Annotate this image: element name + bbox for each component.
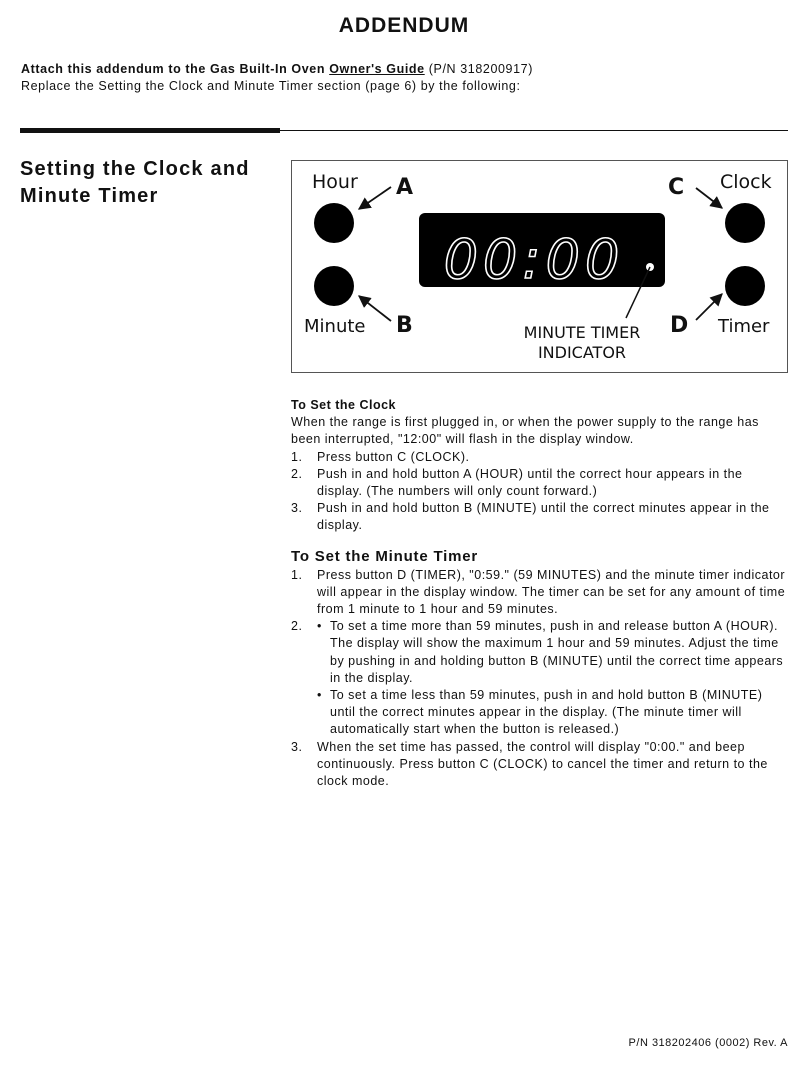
section-rule-thin [280,130,788,131]
step-text: Press button D (TIMER), "0:59." (59 MINUTES) and the minute timer indicator will appear in the display window. The timer can be set for any amount of time from 1 minute to 1 hour and 59 minutes. [317,567,786,617]
bullet-item [317,687,791,739]
attach-prefix: Attach this addendum to the Gas Built-In Oven [21,62,330,76]
step-number: 2. [291,619,303,634]
owners-guide-reference: Owner's Guide [329,62,425,76]
step-number: 1. [291,449,303,464]
bullet-item [317,618,791,687]
timer-button-d[interactable] [725,266,765,306]
set-clock-intro: When the range is first plugged in, or when the power supply to the range has been interrupted, "12:00" will flash in the display window. [291,415,759,447]
letter-c-label: C [668,175,685,200]
section-rule-thick [20,128,280,133]
bullet-text: To set a time more than 59 minutes, push in and release button A (HOUR). The display will show the maximum 1 hour and 59 minutes. Adjust the time by pushing in and holding button B (MINUTE) until the correct time appears in the display. [330,619,784,685]
arrow-a-icon [359,187,391,209]
instructions-body [291,397,791,790]
bullet-icon: • [317,619,322,634]
letter-b-label: B [396,313,413,338]
indicator-label-line2: INDICATOR [537,343,627,362]
hour-label: Hour [312,171,358,193]
display-digits: 00:00 [443,228,625,291]
set-clock-heading: To Set the Clock [291,398,397,412]
step-text: When the set time has passed, the control will display "0:00." and beep continuously. Press button C (CLOCK) to cancel the timer and return to the clock mode. [317,739,768,789]
section-title [20,156,250,210]
letter-d-label: D [670,313,689,338]
step-number: 3. [291,739,303,754]
bullet-text: To set a time less than 59 minutes, push in and hold button B (MINUTE) until the correct minutes appear in the display. (The minute timer will automatically start when the button is released.) [330,688,763,737]
list-item [291,449,791,466]
attach-part-number: (P/N 318200917) [424,62,533,76]
clock-label: Clock [720,171,772,193]
step-text: Push in and hold button B (MINUTE) until the correct minutes appear in the display. [317,501,770,533]
minute-label: Minute [304,316,366,337]
hour-button-a[interactable] [314,203,354,243]
timer-label: Timer [718,316,770,337]
list-item [291,739,791,791]
replace-instruction: Replace the Setting the Clock and Minute Timer section (page 6) by the following: [21,79,521,93]
letter-a-label: A [396,175,414,200]
arrow-c-icon [696,188,722,208]
list-item [291,618,791,738]
clock-button-c[interactable] [725,203,765,243]
control-panel-diagram [291,160,788,373]
footer-part-number: P/N 318202406 (0002) Rev. A [628,1037,788,1049]
page-title: ADDENDUM [338,14,470,37]
control-panel-svg [292,161,789,374]
set-clock-steps [291,449,791,535]
attach-instruction [21,62,533,76]
list-item [291,500,791,534]
set-timer-steps [291,567,791,791]
minute-button-b[interactable] [314,266,354,306]
list-item [291,466,791,500]
step-number: 3. [291,501,303,516]
section-title-line1: Setting the Clock and [20,158,250,180]
step-2-bullets [317,618,791,738]
list-item [291,567,791,619]
section-title-line2: Minute Timer [20,185,159,207]
step-text: Press button C (CLOCK). [317,449,470,464]
step-text: Push in and hold button A (HOUR) until the correct hour appears in the display. (The numbers will only count forward.) [317,466,743,499]
step-number: 2. [291,466,303,481]
indicator-label-line1: MINUTE TIMER [523,323,641,342]
bullet-icon: • [317,688,322,703]
set-timer-heading: To Set the Minute Timer [291,547,479,565]
step-number: 1. [291,567,303,582]
